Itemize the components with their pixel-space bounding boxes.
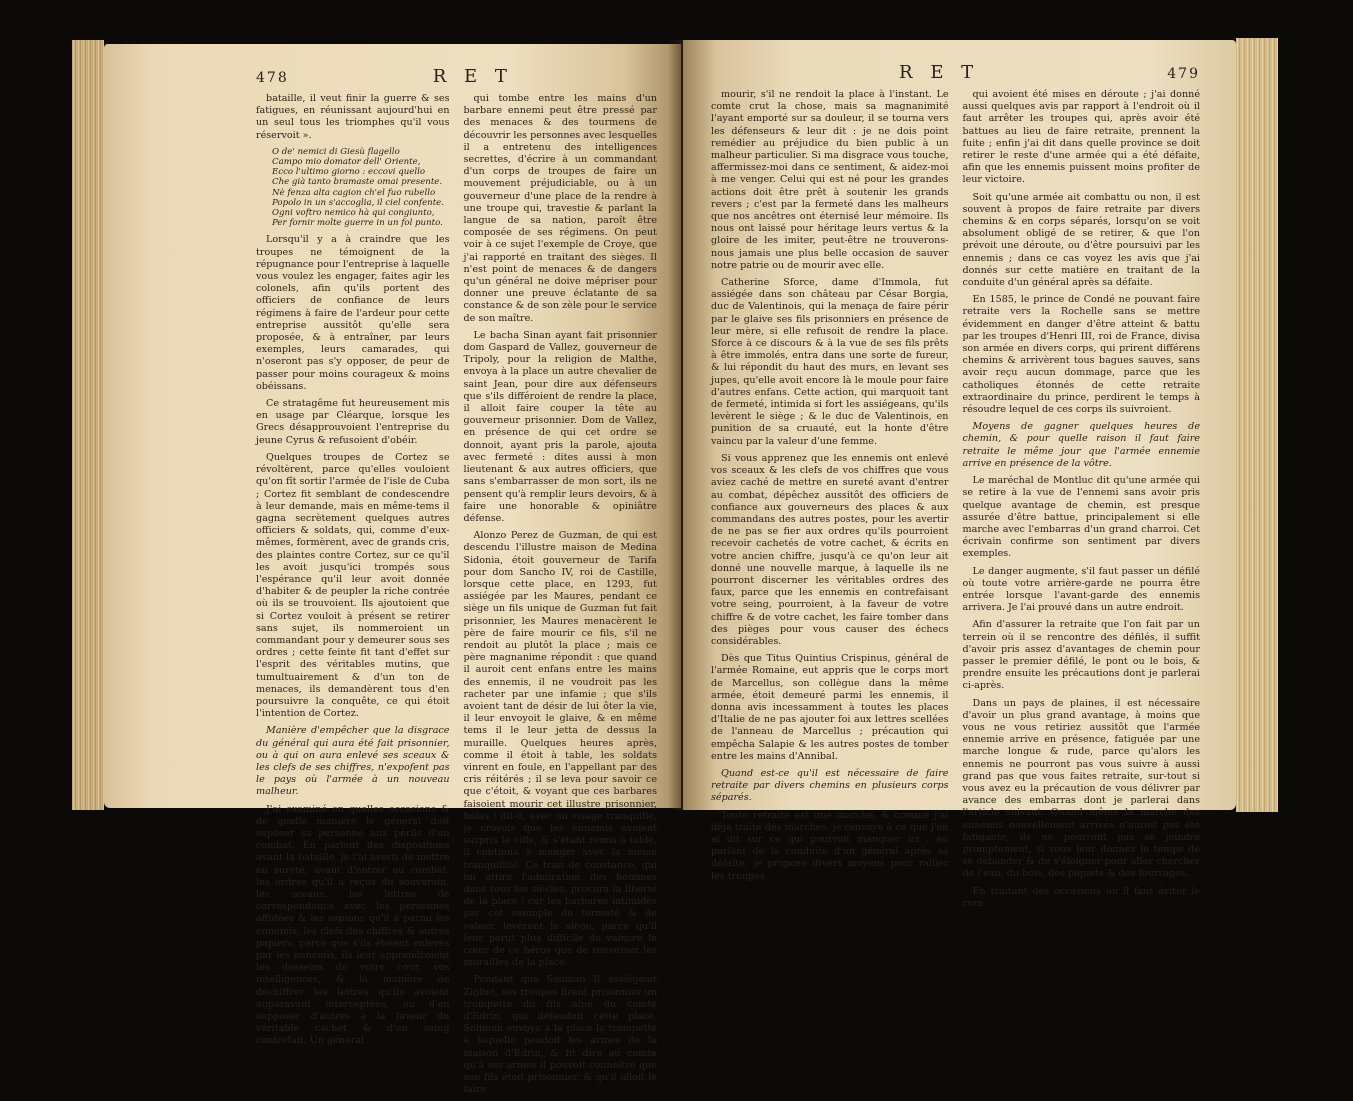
paragraph: Le maréchal de Montluc dit qu'une armée qui se retire à la vue de l'ennemi sans avoir pris quelque avantage de chemin, est presque assurée d'être battue, principalement si elle marche avec l'embarras d'un grand charroi. Cet écrivain confirme son sentiment par divers exemples. xyxy=(962,475,1200,560)
paragraph: Dans un pays de plaines, il est nécessaire d'avoir un plus grand avantage, à moins que vous ne vous retiriez aussitôt que l'armée ennemie arrive en présence, fatiguée par une marche longue & rude, parce qu'alors les ennemis ne pourront pas vous suivre à aussi grand pas que vous faites retraite, sur-tout si vous avez eu la précaution de vous délivrer par avance des embarras dont je parlerai dans l'article suivant. Quand même la marche des ennemis nouvellement arrivés n'auroit pas été fatigante, ils ne pourront pas se joindre promptement, si vous leur donnez le temps de se débander & de s'éloigner pour aller chercher de l'eau, du bois, des piquets & des fourrages. xyxy=(962,697,1200,880)
verse-quote xyxy=(272,147,450,229)
left-page-column-2 xyxy=(464,93,658,1101)
section-heading: Manière d'empêcher que la disgrace du général qui aura été fait prisonnier, ou à qui on aura enlevé ses sceaux & les clefs de ses chiffres, n'expofent pas le pays où l'armée à un nouveau malheur. xyxy=(256,725,450,798)
left-fore-edge xyxy=(72,40,104,810)
paragraph: Lorsqu'il y a à craindre que les troupes ne témoignent de la répugnance pour l'entreprise à laquelle vous voulez les engager, faites agir les colonels, afin qu'ils portent des officiers de confiance de leurs régimens à faire de l'ardeur pour cette entreprise aussitôt qu'elle sera proposée, & à entraîner, par leurs exemples, leurs camarades, qui n'oseront pas s'y opposer, de peur de passer pour moins courageux & moins obéissans. xyxy=(256,234,450,392)
verse-line: O de' nemici di Giesù flagello xyxy=(272,146,400,157)
verse-line: Nè fenza alta cagion ch'el fuo rubello xyxy=(272,187,436,198)
paragraph: Toute retraite est une marche, & comme j'ai déja traité des marches, je renvoye à ce que j'en ai dit sur ce qui pourroit manquer ici ; en parlant de la conduite d'un général après sa défaite, je propose divers moyens pour rallier les troupes xyxy=(711,809,949,882)
paragraph: Afin d'assurer la retraite que l'on fait par un terrein où il se rencontre des défilés, il suffit d'avoir pris assez d'avantages de chemin pour passer le premier défilé, le pont ou le bois, & prendre ensuite les précautions dont je parlerai ci-après. xyxy=(962,619,1200,692)
paragraph: qui tombe entre les mains d'un barbare ennemi peut être pressé par des menaces & des tourmens de découvrir les personnes avec lesquelles il a entretenu des intelligences secrettes, d'écrire à un commandant d'un corps de troupes de faire un mouvement préjudiciable, ou à un gouverneur d'une place de la rendre à une troupe qui, travestie & parlant la langue de sa nation, paroît être composée de ses régimens. On peut voir à ce sujet l'exemple de Croye, que j'ai rapporté en traitant des sièges. Il n'est point de menaces & de dangers qu'un général ne doive mépriser pour donner une preuve éclatante de sa constance & de son zèle pour le service de son maître. xyxy=(463,93,657,324)
paragraph: Le danger augmente, s'il faut passer un défilé où toute votre arrière-garde ne pourra être entrée lorsque l'avant-garde des ennemis arrivera. Je l'ai prouvé dans un autre endroit. xyxy=(962,565,1200,614)
section-heading: Moyens de gagner quelques heures de chemin, & pour quelle raison il faut faire retraite le même jour que l'armée ennemie arrive en présence de la vôtre. xyxy=(962,421,1200,469)
paragraph: J'ai examiné en quelles occasions & de quelle manière le général doit exposer sa personne aux périls d'un combat. En parlant des dispositions avant la bataille, je l'ai averti de mettre en sureté, avant d'entrer au combat, les ordres qu'il a reçus du souverain, les sceaux, les lettres de correspondance avec les personnes affidées & les espions qu'il a parmi les ennemis, les clefs des chiffres & autres papiers, parce que s'ils étoient enlevés par les ennemis, ils leur apprendroient les desseins de votre cour, vos intelligences, & la manière de déchiffrer les lettres qu'ils avoient auparavant interceptées, ou d'en supposer d'autres à la faveur du véritable cachet & d'un seing contrefait. Un général xyxy=(256,803,450,1047)
paragraph: Soit qu'une armée ait combattu ou non, il est souvent à propos de faire retraite par divers chemins & en corps séparés, lorsqu'on se voit absolument obligé de se retirer, & que l'on prévoit une déroute, ou d'être poursuivi par les ennemis ; dans ce cas voyez les avis que j'ai donnés sur cette matière en traitant de la conduite d'un général après sa défaite. xyxy=(962,191,1200,289)
paragraph: bataille, il veut finir la guerre & ses fatigues, en réunissant aujourd'hui en un seul tous les triomphes qu'il vous réservoit ». xyxy=(256,93,450,141)
paragraph: Ce stratagême fut heureusement mis en usage par Cléarque, lorsque les Grecs désapprouvoient l'entreprise du jeune Cyrus & refusoient d'obéir. xyxy=(256,398,450,446)
verse-line: Per fornir molte guerre in un fol punto. xyxy=(272,218,443,229)
left-page-header xyxy=(256,66,657,87)
left-page xyxy=(104,44,681,1096)
verse-line: Popolo in un s'accoglia, il ciel confente. xyxy=(272,197,444,208)
verse-line: Ecco l'ultimo giorno : eccovi quello xyxy=(272,167,426,178)
running-head: R E T xyxy=(899,62,980,83)
running-head: R E T xyxy=(432,66,513,87)
page-number: 478 xyxy=(256,70,289,86)
paragraph: Quelques troupes de Cortez se révoltèrent, parce qu'elles vouloient qu'on fît sortir l'armée de l'isle de Cuba ; Cortez fit semblant de condescendre à leur demande, mais en même-tems il gagna secrètement quelques autres officiers & soldats, qui, comme d'eux-mêmes, formèrent, avec de grands cris, des plaintes contre Cortez, sur ce qu'il les avoit jusqu'ici trompés sous l'espérance qu'il leur avoit donnée d'habiter & de peupler la riche contrée où ils se trouvoient. Ils ajoutoient que si Cortez vouloit à présent se retirer sans sujet, ils nommeroient un commandant pour y demeurer sous ses ordres ; cette feinte fit tant d'effet sur l'esprit des véritables mutins, que tumultuairement & d'un ton de menaces, ils demandèrent tous d'en poursuivre la conquête, ce qui étoit l'intention de Cortez. xyxy=(256,451,450,720)
paragraph: Si vous apprenez que les ennemis ont enlevé vos sceaux & les clefs de vos chiffres que vous aviez caché de mettre en sureté avant d'entrer au combat, dépêchez aussitôt des officiers de confiance aux gouverneurs des places & aux commandans des autres postes, pour les avertir de ne pas se fier aux ordres qu'ils pourroient recevoir cachetés de votre cachet, & écrits en votre ancien chiffre, jusqu'à ce qu'on leur ait donné une nouvelle marque, à laquelle ils ne pourront discerner les véritables ordres des faux, parce que les ennemis en contrefaisant votre seing, pourroient, à la faveur de votre chiffre & de votre cachet, les faire tomber dans des pièges pour vous causer des échecs considérables. xyxy=(711,452,949,647)
verse-line: Campo mio domator dell' Oriente, xyxy=(272,157,421,168)
right-page-header xyxy=(711,62,1200,83)
right-page-column-1 xyxy=(711,89,949,915)
page-number: 479 xyxy=(1167,66,1200,82)
paragraph: Dès que Titus Quintius Crispinus, général de l'armée Romaine, eut appris que le corps mort de Marcellus, son collègue dans la même armée, étoit demeuré parmi les ennemis, il donna avis incessamment à toutes les places d'Italie de ne pas ajouter foi aux lettres scellées de l'anneau de Marcellus ; précaution qui empêcha Salapie & les autres postes de tomber entre les mains d'Annibal. xyxy=(711,653,949,762)
section-heading: Quand est-ce qu'il est nécessaire de faire retraite par divers chemins en plusieurs corps séparés. xyxy=(711,767,949,804)
left-page-column-1 xyxy=(256,93,450,1101)
paragraph: qui avoient été mises en déroute ; j'ai donné aussi quelques avis par rapport à l'endroit où il faut arrêter les troupes qui, après avoir été battues au lieu de faire retraite, prennent la fuite ; enfin j'ai dit dans quelle province se doit retirer le reste d'une armée qui a été défaite, afin que les ennemis puissent moins profiter de leur victoire. xyxy=(962,89,1200,186)
right-page xyxy=(683,40,1236,909)
verse-line: Che già tanto bramaste omai presente. xyxy=(272,177,443,188)
paragraph: Le bacha Sinan ayant fait prisonnier dom Gaspard de Vallez, gouverneur de Tripoly, pour la religion de Malthe, envoya à la place un autre chevalier de saint Jean, pour dire aux défenseurs que s'ils différoient de rendre la place, il alloit faire couper la tête au gouverneur prisonnier. Dom de Vallez, en présence de qui cet ordre se donnoit, ayant pris la parole, ajouta avec fermeté : dites aussi à mon lieutenant & aux autres officiers, que sans s'embarrasser de mon sort, ils ne pensent qu'à remplir leurs devoirs, & à faire une honorable & opiniâtre défense. xyxy=(463,329,657,524)
paragraph: mourir, s'il ne rendoit la place à l'instant. Le comte crut la chose, mais sa magnanimité l'ayant emporté sur sa douleur, il se tourna vers les défenseurs & leur dit : je ne dois point remédier au préjudice du bien public à un malheur particulier. Si ma disgrace vous touche, affermissez-moi dans ce sentiment, & aidez-moi à me venger. Celui qui est né pour les grandes actions doit être prêt à soutenir les grands revers ; c'est par la fermeté dans les malheurs que nos ancêtres ont éternisé leur mémoire. Ils nous ont laissé pour héritage leurs vertus & la gloire de les imiter, peut-être ne trouverons-nous jamais une plus belle occasion de sauver notre patrie ou de mourir avec elle. xyxy=(711,89,949,271)
paragraph: Pendant que Soliman II assiégeoit Zigliet, ses troupes firent prisonnier un trompette du fils aîné du comte d'Edrin, qui défendoit cette place. Soliman envoya à la place la trompette à laquelle pendoit les armes de la maison d'Edrin, & fit dire au comte qu'à ses armes il pouvoit connoître que son fils étoit prisonnier, & qu'il alloit le faire xyxy=(463,974,657,1096)
paragraph: Alonzo Perez de Guzman, de qui est descendu l'illustre maison de Medina Sidonia, étoit gouverneur de Tarifa pour dom Sancho IV, roi de Castille, lorsque cette place, en 1293, fut assiégée par les Maures, pendant ce siège un fils unique de Guzman fut fait prisonnier, les Maures menacèrent le père de faire mourir ce fils, s'il ne rendoit au plutôt la place ; mais ce père magnanime répondit : que quand il auroit cent enfans entre les mains des ennemis, il ne voudroit pas les racheter par une infamie ; que s'ils avoient tant de désir de lui ôter la vie, il leur envoyoit le glaive, & en même tems il le leur jetta de dessus la muraille. Quelques heures après, comme il étoit à table, les soldats vinrent en foule, en l'appellant par des cris réitérés ; il se leva pour savoir ce que c'étoit, & voyant que ces barbares faisoient mourir cet illustre prisonnier, hélas ! dit-il, avec un visage tranquille, je croyois que les ennemis avoient surpris la ville, & s'étant remis à table, il continua à manger avec la même tranquillité. Ce trait de constance, qui lui attira l'admiration des hommes dans tous les siècles, procura la liberté de la place ; car les barbares intimidés par cet exemple de fermeté & de valeur, levèrent le siège, parce qu'il leur parut plus difficile de vaincre le cœur de ce héros que de renverser les murailles de la place. xyxy=(463,530,657,969)
verse-line: Ogni voftro nemico hà qui congiunto, xyxy=(272,208,435,219)
paragraph: En traitant des occasions où il faut éviter le com- xyxy=(962,885,1200,909)
right-fore-edge xyxy=(1236,38,1278,812)
paragraph: Catherine Sforce, dame d'Immola, fut assiégée dans son château par César Borgia, duc de Valentinois, qui la menaça de faire périr par le glaive ses fils prisonniers en présence de leur mère, si elle refusoit de rendre la place. Sforce à ce discours & à la vue de ses fils prêts à être immolés, entra dans une sorte de fureur, & lui répondit du haut des murs, en levant ses jupes, qu'elle avoit encore là le moule pour faire d'autres enfans. Cette action, qui marquoit tant de fermeté, intimida si fort les assiégeans, qu'ils levèrent le siège ; & le duc de Valentinois, en punition de sa cruauté, eut la honte d'être vaincu par la valeur d'une femme. xyxy=(711,277,949,447)
right-page-column-2 xyxy=(963,89,1201,915)
paragraph: En 1585, le prince de Condé ne pouvant faire retraite vers la Rochelle sans se mettre évidemment en danger d'être atteint & battu par les troupes d'Henri III, roi de France, divisa son armée en divers corps, qui prirent différens chemins & arrivèrent tous bagues sauves, sans avoir reçu aucun dommage, parce que les catholiques étonnés de cette retraite extraordinaire du prince, perdirent le temps à résoudre lequel de ces corps ils suivroient. xyxy=(962,294,1200,416)
